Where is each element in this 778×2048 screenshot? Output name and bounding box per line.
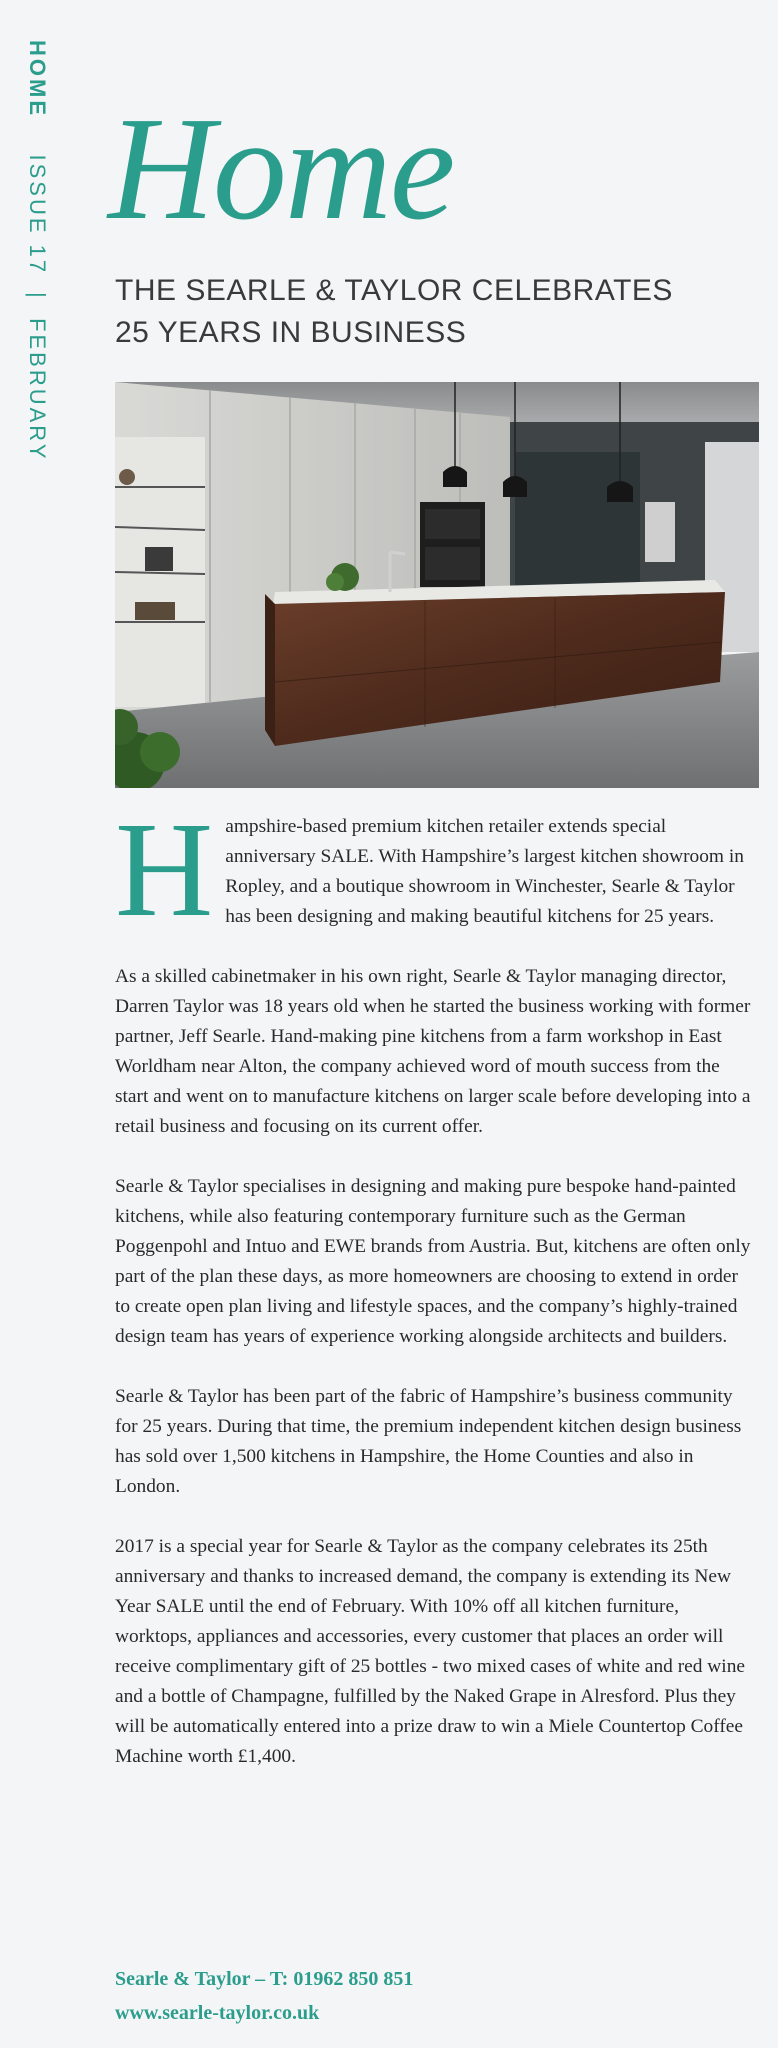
- wall-art-shape: [645, 502, 675, 562]
- sidebar-brand: HOME: [25, 40, 50, 118]
- kitchen-photo: [115, 382, 759, 788]
- sidebar-month: FEBRUARY: [25, 318, 50, 462]
- contact-phone: Searle & Taylor – T: 01962 850 851: [115, 1968, 414, 1990]
- issue-sidebar: [20, 40, 54, 500]
- pendant-lamp-icon: [607, 481, 633, 502]
- shelf-object: [135, 602, 175, 620]
- sidebar-space: [25, 127, 50, 145]
- tap-shape: [390, 552, 405, 554]
- headline-line-1: THE SEARLE & TAYLOR CELEBRATES: [115, 274, 673, 307]
- pendant-lamp-icon: [503, 476, 527, 497]
- sidebar-separator: |: [25, 292, 50, 301]
- oven-window: [425, 547, 480, 580]
- article-paragraph-4: Searle & Taylor has been part of the fabric of Hampshire’s business community for 25 years. During that time, the premium independent kitchen design business has sold over 1,500 kitchens in Hampshire, the Home Counties and also in London.: [115, 1386, 742, 1497]
- article-paragraph-2: As a skilled cabinetmaker in his own right, Searle & Taylor managing director, Darren Taylor was 18 years old when he started the business working with former partner, Jeff Searle. Hand-making pine kitchens from a farm workshop in East Worldham near Alton, the company achieved word of mouth success from the start and went on to manufacture kitchens on larger scale before developing into a retail business and focusing on its current offer.: [115, 966, 751, 1137]
- article-paragraph-5: 2017 is a special year for Searle & Taylor as the company celebrates its 25th anniversary and thanks to increased demand, the company is extending its New Year SALE until the end of February. With 10% off all kitchen furniture, worktops, appliances and accessories, every customer that places an order will receive complimentary gift of 25 bottles - two mixed cases of white and red wine and a bottle of Champagne, fulfilled by the Naked Grape in Alresford. Plus they will be automatically entered into a prize draw to win a Miele Countertop Coffee Machine worth £1,400.: [115, 1536, 745, 1767]
- pendant-lamp-icon: [443, 466, 467, 487]
- oven-window: [425, 509, 480, 539]
- contact-block: [115, 1962, 413, 2030]
- shelf-object: [119, 469, 135, 485]
- island-side-shape: [265, 594, 275, 746]
- drop-cap: H: [115, 795, 214, 945]
- masthead-title: Home: [108, 87, 454, 251]
- article-body: [115, 795, 757, 1802]
- sidebar-issue: ISSUE 17: [25, 154, 50, 276]
- article-paragraph-1: [115, 795, 757, 945]
- headline-line-2: 25 YEARS IN BUSINESS: [115, 316, 467, 349]
- article-headline: [115, 270, 765, 354]
- article-paragraph-3: Searle & Taylor specialises in designing and making pure bespoke hand-painted kitchens, while also featuring contemporary furniture such as the German Poggenpohl and Intuo and EWE brands from Austria. But, kitchens are often only part of the plan these days, as more homeowners are choosing to extend in order to create open plan living and lifestyle spaces, and the company’s highly-trained design team has years of experience working alongside architects and builders.: [115, 1176, 751, 1347]
- plant-shape: [326, 573, 344, 591]
- shelf-object: [145, 547, 173, 571]
- contact-website[interactable]: www.searle-taylor.co.uk: [115, 2002, 320, 2024]
- issue-label: [24, 40, 50, 461]
- foreground-plant-shape: [140, 732, 180, 772]
- paragraph-1-text: ampshire-based premium kitchen retailer extends special anniversary SALE. With Hampshire’s largest kitchen showroom in Ropley, and a boutique showroom in Winchester, Searle & Taylor has been designing and making beautiful kitchens for 25 years.: [225, 816, 744, 927]
